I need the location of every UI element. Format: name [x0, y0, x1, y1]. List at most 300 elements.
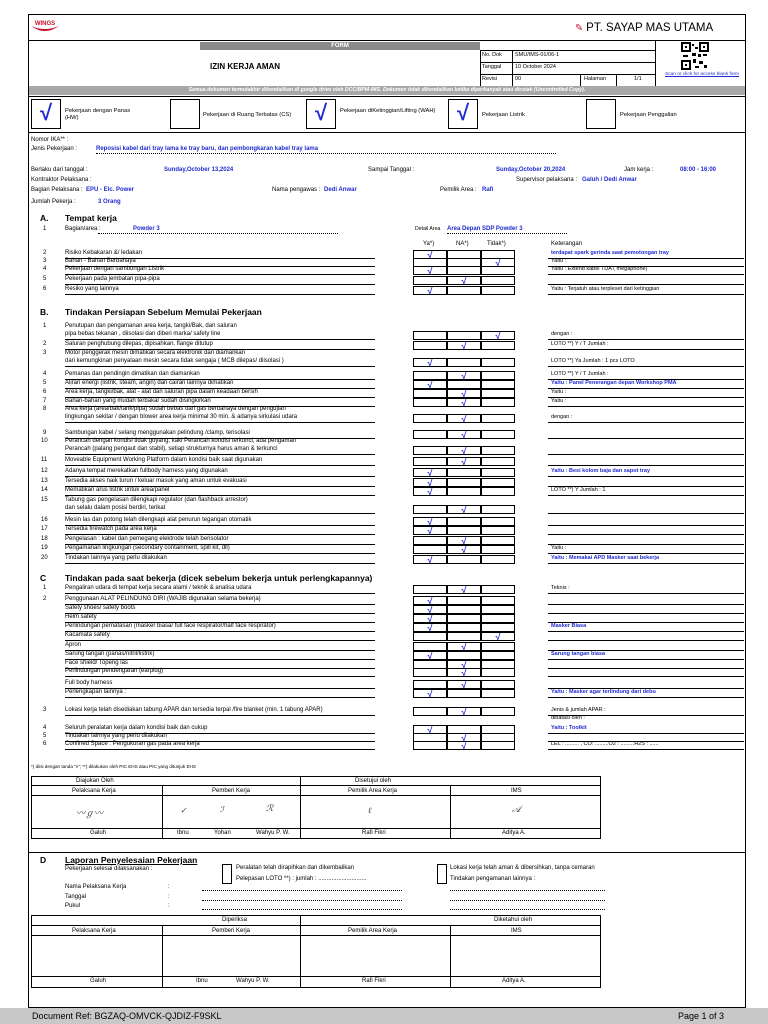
row-number: 15	[41, 497, 48, 503]
check-cell-td[interactable]	[481, 680, 515, 689]
checkmark-icon: √	[427, 286, 433, 296]
row-text-line2: lingkungan sekitar / dengan blower area kerja minimal 30 min. & adanya sirkulasi udara	[65, 414, 298, 420]
qr-access-link[interactable]: Scan or click for access blank form	[664, 72, 740, 77]
check-cell-na[interactable]	[447, 331, 481, 340]
checkmark-icon: √	[427, 526, 433, 536]
check-cell-td[interactable]	[481, 741, 515, 750]
check-cell-na[interactable]	[447, 555, 481, 564]
signature-ibnu: ✓	[180, 806, 187, 815]
section-a-letter: A.	[40, 213, 49, 223]
check-cell-ya[interactable]	[413, 741, 447, 750]
check-cell-td[interactable]	[481, 668, 515, 677]
row-underline	[65, 366, 375, 367]
check-cell-ya[interactable]	[413, 623, 447, 632]
keterangan-line	[548, 366, 744, 367]
row-number: 1	[43, 323, 47, 329]
check-cell-na[interactable]	[447, 487, 481, 496]
signature-aditya: 𝒜	[512, 805, 521, 815]
keterangan-line	[548, 495, 744, 496]
row-text-line2: Perancah (palang pengaut dan stabil), setiap strukturnya harus aman & terkunci	[65, 446, 278, 452]
pen-icon: ✎	[575, 23, 587, 34]
row-underline	[65, 553, 375, 554]
tindakan-label: Tindakan pengamanan lainnya :	[450, 876, 536, 882]
row-text: Penutupan dan pengamanan area kerja, tangki/Bak, dan saluran	[65, 323, 237, 329]
check-cell-ya[interactable]	[413, 536, 447, 545]
checkmark-icon: √	[427, 689, 433, 699]
checkmark-icon: √	[461, 668, 467, 678]
section-c-letter: C	[40, 573, 47, 583]
check-cell-ya[interactable]	[413, 371, 447, 380]
check-cell-na[interactable]	[447, 389, 481, 398]
keterangan-line	[548, 563, 744, 564]
jumlah-value[interactable]: 3 Orang	[98, 199, 121, 205]
berlaku-value[interactable]: Sunday,October 13,2024	[164, 167, 234, 173]
check-cell-na[interactable]	[447, 668, 481, 677]
check-cell-ya[interactable]	[413, 505, 447, 514]
electrical-checkbox[interactable]: √	[448, 99, 478, 129]
row-underline	[65, 715, 375, 716]
check-cell-ya[interactable]	[413, 585, 447, 594]
signature-yohan: ℐ	[220, 805, 224, 814]
check-cell-na[interactable]	[447, 414, 481, 423]
keterangan-text: LOTO **) Y / T Jumlah :	[551, 341, 609, 347]
jam-value[interactable]: 08:00 - 16:00	[680, 167, 717, 173]
keterangan-text: Yaitu :	[551, 398, 567, 404]
check-cell-na[interactable]	[447, 276, 481, 285]
page-value: 1/1	[634, 76, 642, 82]
check-cell-ya[interactable]	[413, 468, 447, 477]
lokasi-checkbox[interactable]	[437, 864, 447, 884]
electrical-label: Pekerjaan Listrik	[482, 112, 525, 118]
pukul-field[interactable]	[202, 909, 402, 910]
row-number: 3	[43, 258, 47, 264]
check-cell-td[interactable]	[481, 380, 515, 389]
check-cell-ya[interactable]	[413, 276, 447, 285]
approval1-col-pemilik: Pemilik Area Kerja	[348, 788, 398, 794]
row-number: 5	[43, 276, 47, 282]
check-cell-td[interactable]	[481, 596, 515, 605]
bagian-value[interactable]: EPU - Elc. Power	[86, 187, 135, 193]
qr-code-icon[interactable]	[681, 42, 709, 70]
keterangan-line	[548, 513, 744, 514]
rev-label: Revisi	[482, 76, 497, 82]
keterangan-line	[548, 534, 744, 535]
kontraktor-label: Kontraktor Pelaksana :	[31, 177, 92, 183]
check-cell-td[interactable]	[481, 585, 515, 594]
check-cell-td[interactable]	[481, 487, 515, 496]
check-cell-ya[interactable]	[413, 331, 447, 340]
checkmark-icon: √	[427, 623, 433, 633]
row-number: 6	[43, 741, 47, 747]
check-cell-na[interactable]	[447, 614, 481, 623]
check-cell-td[interactable]	[481, 707, 515, 716]
row-text: Penggunaan ALAT PELINDUNG DIRI (WAJIB digunakan selama bekerja)	[65, 596, 261, 602]
check-cell-na[interactable]	[447, 526, 481, 535]
section-d-title: Laporan Penyelesaian Pekerjaan	[65, 855, 198, 865]
berlaku-label: Berlaku dari tanggal :	[31, 167, 88, 173]
cs-checkbox[interactable]	[170, 99, 200, 129]
row-text: Pemanas dan pendingin dimatikan dan diamankan	[65, 371, 200, 377]
date-label: Tanggal	[482, 64, 502, 70]
section-d-letter: D	[40, 855, 47, 865]
uncontrolled-copy-notice: Semua dokumen termutakhir dikendalikan di google drive oleh DCC/BPM-IMS. Dokumen tidak dikendalikan ketika diperbanyak atau dicetak (Uncontrolled Copy).	[29, 86, 745, 95]
approval1-name-wahyu: Wahyu P. W.	[256, 830, 290, 836]
keterangan-text: LOTO **) Y / T Jumlah :	[551, 371, 609, 377]
row-text: Mesin las dan potong telah dilengkapi alat penurun tegangan otomatik	[65, 517, 252, 523]
row-text: Apron	[65, 642, 82, 648]
company-name: ✎ PT. SAYAP MAS UTAMA	[575, 22, 714, 34]
detail-area-value[interactable]: Area Depan SDP Powder 3	[447, 226, 523, 232]
check-cell-ya[interactable]	[413, 478, 447, 487]
row-number: 12	[41, 468, 48, 474]
bagian-label: Bagian Pelaksana :	[31, 187, 83, 193]
row-number: 6	[43, 389, 47, 395]
signature-wahyu: ℛ	[266, 804, 274, 814]
approval1-name-aditya: Aditya A.	[502, 830, 526, 836]
row-number: 2	[43, 341, 47, 347]
check-cell-td[interactable]	[481, 398, 515, 407]
check-cell-td[interactable]	[481, 545, 515, 554]
checkmark-icon: √	[461, 430, 467, 440]
diajukan-label: Diajukan Oleh	[76, 778, 114, 784]
check-cell-na[interactable]	[447, 517, 481, 526]
col-tidak: Tidak*)	[487, 241, 506, 247]
check-cell-na[interactable]	[447, 680, 481, 689]
check-cell-td[interactable]	[481, 389, 515, 398]
check-cell-na[interactable]	[447, 446, 481, 455]
row-text: Area kerja (area/bak/tank/pipa) sudah bebas dari gas berbahaya dengan pengujian	[65, 406, 286, 412]
check-cell-na[interactable]	[447, 286, 481, 295]
check-cell-ya[interactable]	[413, 398, 447, 407]
keterangan-text: Yaitu : Memakai APD Masker saat bekerja	[551, 555, 660, 561]
pukul-label: Pukul	[65, 903, 81, 909]
check-cell-td[interactable]	[481, 605, 515, 614]
keterangan-text: Jenis & jumlah APAR :	[551, 707, 606, 713]
sampai-value[interactable]: Sunday,October 20,2024	[496, 167, 566, 173]
row-text: Sarung tangan (panas/nitril/listrik)	[65, 651, 155, 657]
row-text: Pekerjaan dengan sambungan Listrik	[65, 266, 165, 272]
check-cell-ya[interactable]	[413, 446, 447, 455]
pengawas-label: Nama pengawas :	[272, 187, 321, 193]
check-cell-ya[interactable]	[413, 545, 447, 554]
jenis-value[interactable]: Reposisi kabel dari tray lama ke tray baru, dan pembongkaran kabel tray lama	[96, 146, 319, 152]
check-cell-td[interactable]	[481, 632, 515, 641]
check-cell-ya[interactable]	[413, 457, 447, 466]
check-cell-na[interactable]	[447, 632, 481, 641]
keterangan-text: dengan :	[551, 414, 573, 420]
checkmark-icon: √	[427, 266, 433, 276]
keterangan-line	[548, 397, 744, 398]
wah-checkbox[interactable]: √	[306, 99, 336, 129]
signature-galuh: 〰ℊ〰	[76, 809, 104, 819]
row-text-line2: dan selalu dalam posisi berdiri, terikat	[65, 505, 166, 511]
checkmark-icon: √	[427, 517, 433, 527]
keterangan-line	[548, 476, 744, 477]
keterangan-line	[548, 525, 744, 526]
check-cell-na[interactable]	[447, 478, 481, 487]
keterangan-text: Yaitu : Panel Penerangan depan Workshop PMA	[551, 380, 677, 386]
check-cell-ya[interactable]	[413, 517, 447, 526]
check-cell-na[interactable]	[447, 707, 481, 716]
keterangan-line	[548, 659, 744, 660]
check-cell-na[interactable]	[447, 623, 481, 632]
check-cell-na[interactable]	[447, 380, 481, 389]
row-number: 4	[43, 725, 47, 731]
footnote: *) diisi dengan tanda "v"; **) dilakukan oleh PIC EHS atau PIC yang ditunjuk EHS	[31, 764, 196, 769]
approval2-col-pelaksana: Pelaksana Kerja	[72, 928, 116, 934]
check-cell-ya[interactable]	[413, 555, 447, 564]
page-number: Page 1 of 3	[678, 1011, 725, 1021]
checkmark-icon: √	[427, 358, 433, 368]
check-cell-na[interactable]	[447, 457, 481, 466]
jumlah-label: Jumlah Pekerja :	[31, 199, 76, 205]
check-cell-na[interactable]	[447, 689, 481, 698]
check-cell-na[interactable]	[447, 642, 481, 651]
check-cell-td[interactable]	[481, 651, 515, 660]
col-ya: Ya*)	[423, 241, 435, 247]
approval1-col-pelaksana: Pelaksana Kerja	[72, 788, 116, 794]
row-text: Kacamata safety	[65, 632, 110, 638]
check-cell-ya[interactable]	[413, 605, 447, 614]
check-cell-td[interactable]	[481, 623, 515, 632]
row-text: Tabung gas pengelasan dilengkapi regulator (dan flashback arrestor)	[65, 497, 248, 503]
check-cell-td[interactable]	[481, 468, 515, 477]
row-text: Perlindungan pendengaran (earplug)	[65, 668, 164, 674]
check-cell-td[interactable]	[481, 414, 515, 423]
checkmark-icon: √	[427, 487, 433, 497]
check-cell-na[interactable]	[447, 605, 481, 614]
disetujui-label: Disetujui oleh	[355, 778, 392, 784]
row-text: Face shield/ Topeng las	[65, 660, 128, 666]
row-underline	[65, 422, 375, 423]
row-text: Full body harness	[65, 680, 113, 686]
keterangan-line	[548, 465, 744, 466]
checkmark-icon: √	[427, 478, 433, 488]
check-cell-ya[interactable]	[413, 430, 447, 439]
excavation-label: Pekerjaan Penggalian	[620, 112, 677, 118]
hw-checkbox[interactable]: √	[31, 99, 61, 129]
row-text: Tersedia firewatch pada area kerja	[65, 526, 157, 532]
nomor-ika-label: Nomor IKA** :	[31, 137, 69, 143]
check-cell-na[interactable]	[447, 585, 481, 594]
row-number: 11	[41, 457, 48, 463]
pemilik-value[interactable]: Rafi	[482, 187, 494, 193]
row-underline	[65, 339, 375, 340]
row-number: 19	[41, 545, 48, 551]
keterangan-line	[548, 668, 744, 669]
approval2-col-ims: IMS	[511, 928, 522, 934]
check-cell-td[interactable]	[481, 341, 515, 350]
row-text: Confined Space : Pengukuran gas pada area kerja	[65, 741, 200, 747]
approval1-name-ibnu: Ibnu	[177, 830, 189, 836]
check-cell-td[interactable]	[481, 505, 515, 514]
supervisor-value[interactable]: Galuh / Dedi Anwar	[582, 177, 637, 183]
check-cell-td[interactable]	[481, 526, 515, 535]
row-underline	[65, 476, 375, 477]
check-cell-td[interactable]	[481, 614, 515, 623]
row-number: 14	[41, 487, 48, 493]
check-cell-na[interactable]	[447, 505, 481, 514]
row-text: Mematikan arus listrik untuk area/panel	[65, 487, 170, 493]
check-cell-ya[interactable]	[413, 689, 447, 698]
keterangan-text: Yaitu : Besi kolom baja dan sapot tray	[551, 468, 651, 474]
row-number: 3	[43, 707, 47, 713]
keterangan-text: Yaitu : Extend kabel TDA ( megaphone)	[551, 266, 648, 272]
area-value[interactable]: Powder 3	[133, 226, 160, 232]
check-cell-ya[interactable]	[413, 680, 447, 689]
check-cell-td[interactable]	[481, 430, 515, 439]
check-cell-td[interactable]	[481, 286, 515, 295]
keterangan-text-2: dibatasi oleh :	[551, 715, 585, 721]
checkmark-icon: √	[427, 605, 433, 615]
check-cell-na[interactable]	[447, 371, 481, 380]
row-number: 4	[43, 266, 47, 272]
check-cell-ya[interactable]	[413, 414, 447, 423]
check-cell-ya[interactable]	[413, 286, 447, 295]
row-text: Tindakan lainnya yang perlu dilakukan	[65, 733, 167, 739]
check-cell-td[interactable]	[481, 446, 515, 455]
approval2-name-wahyu: Wahyu P. W.	[236, 978, 270, 984]
check-cell-td[interactable]	[481, 331, 515, 340]
excavation-checkbox[interactable]	[586, 99, 616, 129]
check-cell-td[interactable]	[481, 536, 515, 545]
diketahui-label: Diketahui oleh	[494, 917, 533, 923]
section-a-row-number: 1	[43, 226, 47, 232]
row-text: Motor penggerak mesin dimatikan secara elektronik dan diamankan	[65, 350, 246, 356]
row-number: 17	[41, 526, 48, 532]
check-cell-td[interactable]	[481, 689, 515, 698]
keterangan-line	[548, 604, 744, 605]
checkmark-icon: √	[427, 614, 433, 624]
row-text: Bahan - Bahan Berbahaya	[65, 258, 136, 264]
nama-pelaksana-label: Nama Pelaksana Kerja	[65, 884, 127, 890]
pengawas-value[interactable]: Dedi Anwar	[324, 187, 357, 193]
check-cell-ya[interactable]	[413, 341, 447, 350]
check-cell-ya[interactable]	[413, 614, 447, 623]
approval1-col-pemberi: Pemberi Kerja	[212, 788, 251, 794]
keterangan-line	[548, 454, 744, 455]
jenis-label: Jenis Pekerjaan :	[31, 146, 78, 152]
document-footer	[0, 1008, 768, 1024]
check-cell-td[interactable]	[481, 266, 515, 275]
check-cell-na[interactable]	[447, 341, 481, 350]
keterangan-line	[548, 388, 744, 389]
check-cell-ya[interactable]	[413, 358, 447, 367]
keterangan-text: LEL : ......... , CO: .........O2 : .........H2S : ......	[551, 741, 659, 747]
check-cell-na[interactable]	[447, 430, 481, 439]
check-cell-na[interactable]	[447, 545, 481, 554]
checkmark-icon: √	[461, 371, 467, 381]
check-cell-na[interactable]	[447, 358, 481, 367]
row-number: 10	[41, 438, 48, 444]
row-underline	[65, 613, 375, 614]
keterangan-line	[548, 294, 744, 295]
keterangan-line	[548, 640, 744, 641]
checkmark-icon: √	[461, 660, 467, 670]
check-cell-td[interactable]	[481, 517, 515, 526]
peralatan-checkbox[interactable]	[222, 864, 232, 884]
keterangan-text: Yaitu : Toolkit	[551, 725, 587, 731]
checkmark-icon: √	[427, 250, 433, 260]
row-underline	[65, 631, 375, 632]
form-label: FORM	[200, 42, 480, 50]
row-text: Lokasi kerja telah disediakan tabung APAR dan tersedia terpal /fire blanket (min. 1 tabung APAR)	[65, 707, 323, 713]
keterangan-text: dengan :	[551, 331, 573, 337]
keterangan-line	[548, 553, 744, 554]
checkmark-icon: √	[495, 331, 501, 341]
check-cell-td[interactable]	[481, 555, 515, 564]
nama-field[interactable]	[202, 890, 402, 891]
checkmark-icon: √	[427, 725, 433, 735]
tanggal-field[interactable]	[202, 900, 402, 901]
row-underline	[65, 676, 375, 677]
keterangan-line	[548, 406, 744, 407]
row-underline	[65, 640, 375, 641]
colon: :	[168, 903, 170, 909]
check-cell-na[interactable]	[447, 536, 481, 545]
company-logo	[30, 18, 60, 36]
check-cell-ya[interactable]	[413, 707, 447, 716]
check-cell-ya[interactable]	[413, 266, 447, 275]
doc-no-value: SMU/IMS-01/06-1	[515, 52, 560, 58]
check-cell-td[interactable]	[481, 457, 515, 466]
check-cell-na[interactable]	[447, 741, 481, 750]
colon: :	[168, 894, 170, 900]
check-cell-na[interactable]	[447, 398, 481, 407]
peralatan-label: Peralatan telah dirapihkan dan dikembalikan	[236, 865, 355, 871]
check-cell-na[interactable]	[447, 651, 481, 660]
keterangan-text: LOTO **) Y Jumlah : 1	[551, 487, 606, 493]
keterangan-text: Yaitu :	[551, 545, 567, 551]
row-underline	[65, 697, 375, 698]
check-cell-ya[interactable]	[413, 596, 447, 605]
check-cell-ya[interactable]	[413, 632, 447, 641]
keterangan-line	[548, 613, 744, 614]
check-cell-td[interactable]	[481, 642, 515, 651]
check-cell-ya[interactable]	[413, 668, 447, 677]
section-b-title: Tindakan Persiapan Sebelum Memulai Pekerjaan	[65, 307, 262, 317]
keterangan-line	[548, 749, 744, 750]
check-cell-td[interactable]	[481, 371, 515, 380]
check-cell-na[interactable]	[447, 468, 481, 477]
section-c-title: Tindakan pada saat bekerja (dicek sebelum bekerja untuk perlengkapannya)	[65, 573, 373, 583]
keterangan-text: Yaitu : Masker agar terlindung dari debu	[551, 689, 656, 695]
keterangan-line	[548, 676, 744, 677]
checkmark-icon: √	[495, 632, 501, 642]
checkmark-icon: √	[461, 707, 467, 717]
row-text: Moveable Equipment Working Platform dalam kondisi baik saat digunakan	[65, 457, 263, 463]
row-underline	[65, 534, 375, 535]
check-cell-ya[interactable]	[413, 526, 447, 535]
check-cell-ya[interactable]	[413, 651, 447, 660]
check-cell-ya[interactable]	[413, 487, 447, 496]
check-cell-td[interactable]	[481, 276, 515, 285]
check-cell-na[interactable]	[447, 266, 481, 275]
check-cell-ya[interactable]	[413, 389, 447, 398]
row-text: Tindakan lainnya yang perlu dilakukan	[65, 555, 167, 561]
check-cell-td[interactable]	[481, 478, 515, 487]
check-cell-na[interactable]	[447, 596, 481, 605]
check-cell-td[interactable]	[481, 358, 515, 367]
row-text: Perlengkapan lainnya :	[65, 689, 127, 695]
wings-logo-icon	[30, 18, 60, 36]
row-text: Saluran penghubung dilepas, dipisahkan, flange ditutup	[65, 341, 213, 347]
keterangan-text: Teknis :	[551, 585, 570, 591]
check-cell-ya[interactable]	[413, 642, 447, 651]
check-cell-ya[interactable]	[413, 380, 447, 389]
checkmark-icon: √	[461, 642, 467, 652]
approval1-name-yohan: Yohan	[214, 830, 231, 836]
